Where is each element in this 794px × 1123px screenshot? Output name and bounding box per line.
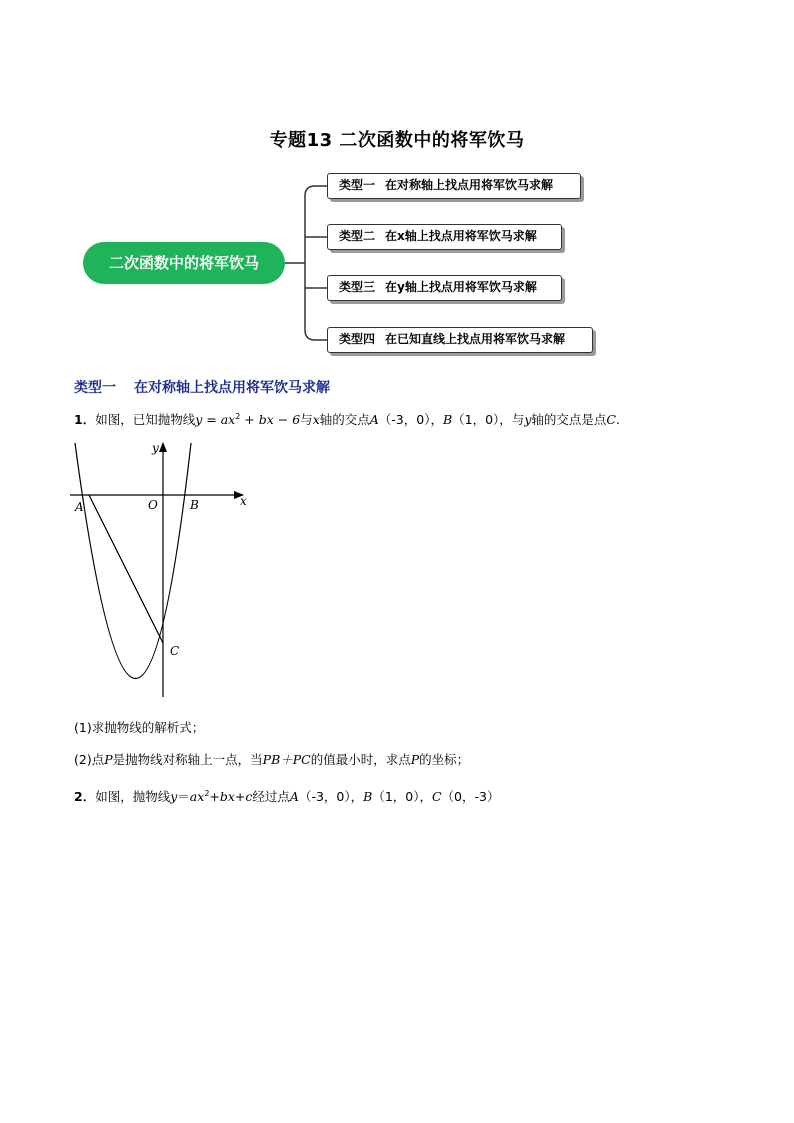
- question-1: [74, 410, 620, 428]
- question-text: .: [615, 412, 620, 427]
- point-p: P: [410, 752, 420, 767]
- point-c: C: [606, 412, 616, 427]
- branch-text: 在对称轴上找点用将军饮马求解: [385, 178, 554, 192]
- coord-a: （-3，0），: [378, 412, 443, 427]
- parabola-figure: [66, 435, 266, 715]
- point-b: B: [442, 412, 453, 427]
- section-text: 在对称轴上找点用将军饮马求解: [134, 380, 330, 396]
- label-a: A: [75, 500, 84, 514]
- expression-pb-pc: PB＋PC: [262, 752, 311, 767]
- formula-ax: ax: [189, 789, 205, 804]
- question-2: [74, 787, 499, 805]
- point-b: B: [363, 789, 373, 804]
- part-text: 的值最小时，求点: [310, 752, 411, 767]
- part-text: 是抛物线对称轴上一点，当: [112, 752, 263, 767]
- question-text: 如图，抛物线: [95, 789, 171, 804]
- mindmap-root: 二次函数中的将军饮马: [83, 242, 285, 284]
- part-text: (2)点: [74, 752, 105, 767]
- formula-rest: +bx+c: [209, 789, 253, 804]
- question-text: 轴的交点是点: [531, 412, 607, 427]
- label-x: x: [240, 494, 247, 508]
- point-c: C: [431, 789, 442, 804]
- section-heading: [74, 377, 330, 397]
- section-label: 类型一: [74, 380, 116, 396]
- question-text: 轴的交点: [319, 412, 370, 427]
- point-p: P: [104, 752, 113, 767]
- coord-b: （1，0），与: [452, 412, 525, 427]
- branch-label: 类型三: [339, 280, 376, 294]
- coord-a: （-3，0），: [298, 789, 364, 804]
- point-a: A: [369, 412, 379, 427]
- label-c: C: [170, 644, 180, 658]
- var-y: y: [524, 412, 532, 427]
- mindmap-branch-1: [327, 173, 581, 199]
- segment-ac: [89, 495, 163, 643]
- coord-b: （1，0），: [372, 789, 432, 804]
- formula-exponent: 2: [235, 412, 241, 421]
- formula-eq: =: [202, 412, 221, 427]
- question-1-part-1: (1)求抛物线的解析式；: [74, 720, 205, 735]
- branch-text: 在x轴上找点用将军饮马求解: [385, 229, 537, 243]
- label-o: O: [148, 498, 158, 512]
- point-a: A: [289, 789, 299, 804]
- branch-label: 类型二: [339, 229, 376, 243]
- branch-label: 类型四: [339, 332, 376, 346]
- formula-rest: + bx − 6: [240, 412, 301, 427]
- mindmap-branch-3: [327, 275, 562, 301]
- formula-exponent: 2: [204, 789, 210, 798]
- question-number: 1．: [74, 412, 96, 427]
- branch-text: 在y轴上找点用将军饮马求解: [385, 280, 537, 294]
- coord-c: （0，-3）: [441, 789, 500, 804]
- label-b: B: [190, 498, 199, 512]
- formula-ax: ax: [220, 412, 236, 427]
- label-y: y: [152, 441, 159, 455]
- mindmap-branch-2: [327, 224, 562, 250]
- branch-label: 类型一: [339, 178, 376, 192]
- question-number: 2．: [74, 789, 96, 804]
- question-text: 与: [300, 412, 313, 427]
- branch-text: 在已知直线上找点用将军饮马求解: [385, 332, 566, 346]
- question-1-part-2: [74, 750, 469, 768]
- question-text: 如图，已知抛物线: [95, 412, 196, 427]
- part-text: 的坐标；: [419, 752, 470, 767]
- question-text: 经过点: [252, 789, 290, 804]
- var-x: x: [312, 412, 320, 427]
- formula-y: y: [170, 789, 178, 804]
- formula-y: y: [195, 412, 203, 427]
- page-title: 专题13 二次函数中的将军饮马: [269, 130, 525, 151]
- mindmap-branch-4: [327, 327, 593, 353]
- formula-eq: ＝: [177, 789, 190, 804]
